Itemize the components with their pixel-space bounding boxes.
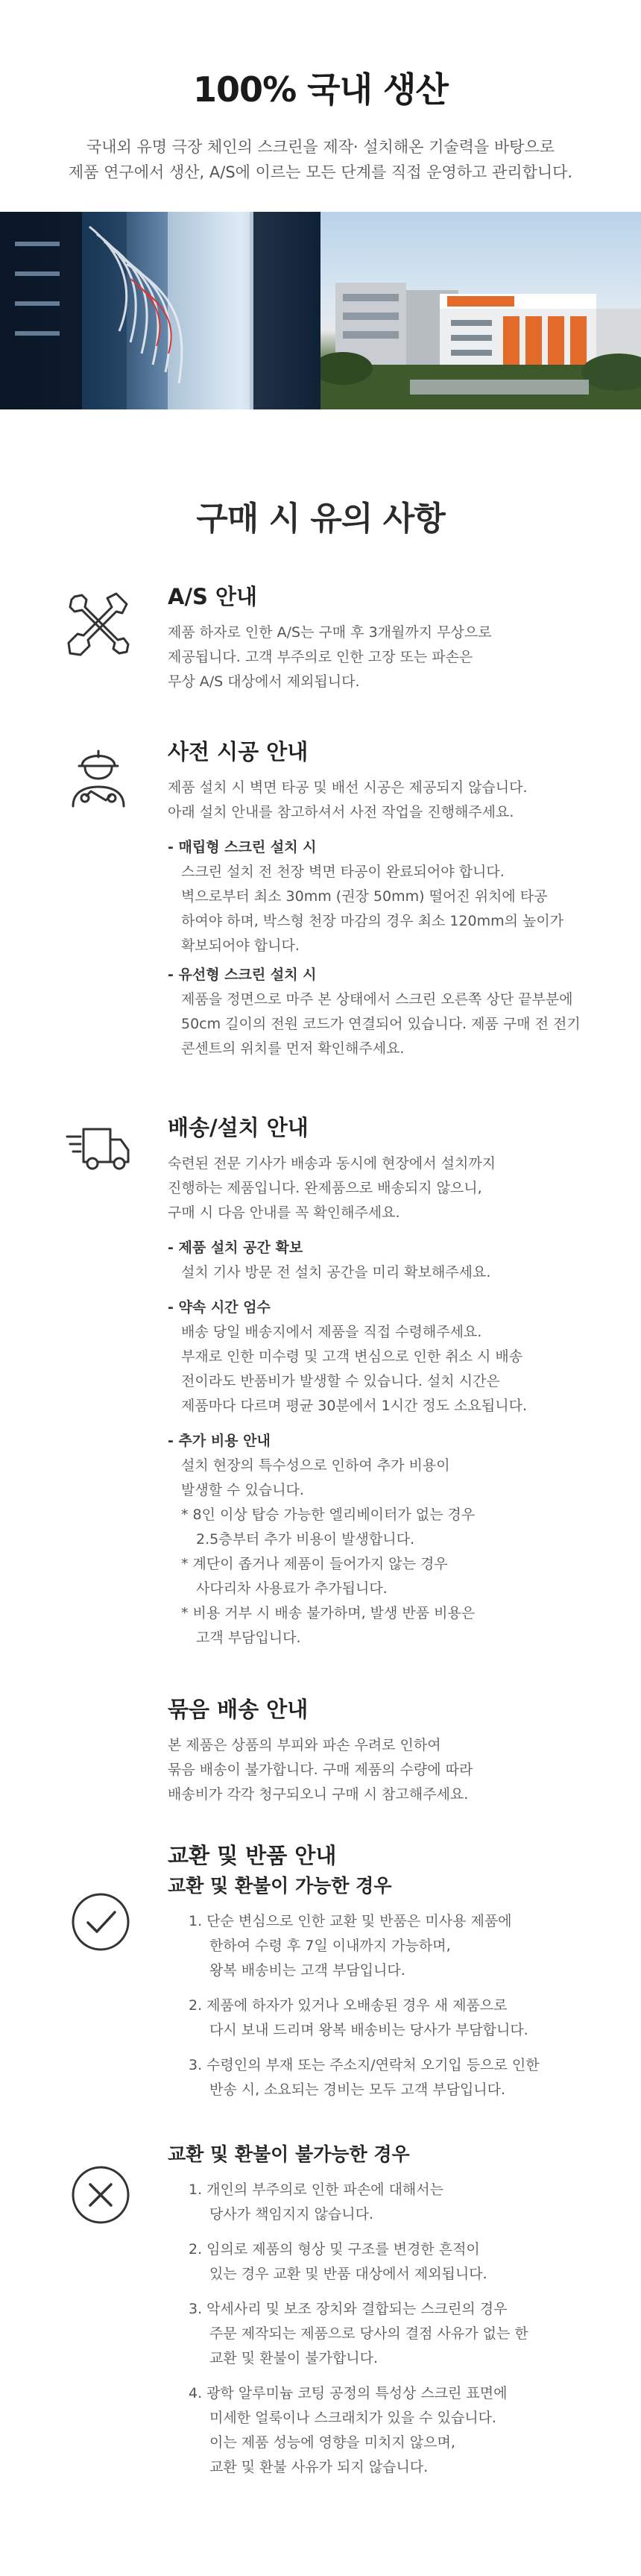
worker-icon xyxy=(64,741,133,809)
item-line: 왕복 배송비는 고객 부담입니다. xyxy=(209,1962,405,1979)
recessed-screen-line: 확보되어야 합니다. xyxy=(181,937,300,954)
item-line: 2. 임의로 제품의 형상 및 구조를 변경한 흔적이 xyxy=(189,2241,480,2258)
extra-cost-line: 설치 현장의 특수성으로 인하여 추가 비용이 xyxy=(181,1457,450,1474)
as-text-line: 제품 하자로 인한 A/S는 구매 후 3개월까지 무상으로 xyxy=(168,624,492,641)
cable-installation-photo xyxy=(0,212,320,409)
delivery-content xyxy=(168,1113,585,1650)
section-title: 구매 시 유의 사항 xyxy=(196,500,445,538)
bundle-title: 묶음 배송 안내 xyxy=(168,1697,309,1722)
appointment-heading: - 약속 시간 엄수 xyxy=(168,1299,271,1316)
extra-cost-heading: - 추가 비용 안내 xyxy=(168,1433,271,1449)
item-line: 3. 악세사리 및 보조 장치와 결합되는 스크린의 경우 xyxy=(189,2301,508,2317)
exchange-possible-item xyxy=(168,1994,585,2043)
space-line: 설치 기사 방문 전 설치 공간을 미리 확보해주세요. xyxy=(181,1264,491,1281)
appointment-line: 배송 당일 배송지에서 제품을 직접 수령해주세요. xyxy=(181,1324,482,1340)
extra-cost-bullet: * 8인 이상 탑승 가능한 엘리베이터가 없는 경우 xyxy=(181,1507,476,1523)
recessed-screen-heading: - 매립형 스크린 설치 시 xyxy=(168,839,317,855)
exchange-impossible-content xyxy=(168,2142,585,2480)
recessed-screen-line: 하여야 하며, 박스형 천장 마감의 경우 최소 120mm의 높이가 xyxy=(181,913,564,929)
extra-cost-bullet-cont: 2.5층부터 추가 비용이 발생합니다. xyxy=(196,1531,414,1548)
extra-cost-line: 발생할 수 있습니다. xyxy=(181,1482,304,1498)
exchange-possible-item xyxy=(168,1909,585,1983)
bundle-content xyxy=(168,1694,585,1807)
wired-screen-line: 제품을 정면으로 마주 본 상태에서 스크린 오른쪽 상단 끝부분에 xyxy=(181,991,573,1008)
exchange-possible-item xyxy=(168,2053,585,2102)
item-line: 3. 수령인의 부재 또는 주소지/연락처 오기입 등으로 인한 xyxy=(189,2057,540,2073)
recessed-screen-line: 스크린 설치 전 천장 벽면 타공이 완료되어야 합니다. xyxy=(181,864,505,880)
bundle-text-line: 본 제품은 상품의 부피와 파손 우려로 인하여 xyxy=(168,1737,441,1753)
pre-install-text-line: 제품 설치 시 벽면 타공 및 배선 시공은 제공되지 않습니다. xyxy=(168,779,528,796)
space-heading: - 제품 설치 공간 확보 xyxy=(168,1240,303,1256)
photo-strip xyxy=(0,212,641,409)
exchange-impossible-title: 교환 및 환불이 불가능한 경우 xyxy=(168,2143,410,2165)
exchange-impossible-item xyxy=(168,2237,585,2287)
tools-icon xyxy=(64,589,133,658)
wired-screen-line: 콘센트의 위치를 먼저 확인해주세요. xyxy=(181,1040,405,1057)
extra-cost-bullet-cont: 사다리차 사용료가 추가됩니다. xyxy=(196,1580,388,1597)
appointment-line: 제품마다 다르며 평균 30분에서 1시간 정도 소요됩니다. xyxy=(181,1398,527,1414)
item-line: 2. 제품에 하자가 있거나 오배송된 경우 새 제품으로 xyxy=(189,1997,508,2014)
as-text-line: 제공됩니다. 고객 부주의로 인한 고장 또는 파손은 xyxy=(168,649,473,665)
wired-screen-heading: - 유선형 스크린 설치 시 xyxy=(168,967,317,983)
bundle-text-line: 묶음 배송이 불가합니다. 구매 제품의 수량에 따라 xyxy=(168,1762,473,1778)
hero-section xyxy=(0,0,641,185)
item-line: 있는 경우 교환 및 반품 대상에서 제외됩니다. xyxy=(209,2266,487,2282)
delivery-truck-icon xyxy=(64,1113,133,1181)
item-line: 4. 광학 알루미늄 코팅 공정의 특성상 스크린 표면에 xyxy=(189,2385,508,2401)
item-line: 한하여 수령 후 7일 이내까지 가능하며, xyxy=(209,1938,451,1954)
item-line: 반송 시, 소요되는 경비는 모두 고객 부담입니다. xyxy=(209,2082,506,2098)
factory-building-photo xyxy=(320,212,641,409)
item-line: 1. 개인의 부주의로 인한 파손에 대해서는 xyxy=(189,2181,443,2198)
exchange-possible-title: 교환 및 환불이 가능한 경우 xyxy=(168,1875,392,1897)
delivery-text-line: 진행하는 제품입니다. 완제품으로 배송되지 않으니, xyxy=(168,1180,482,1196)
item-line: 1. 단순 변심으로 인한 교환 및 반품은 미사용 제품에 xyxy=(189,1913,512,1929)
as-title: A/S 안내 xyxy=(168,584,258,609)
exchange-impossible-item xyxy=(168,2178,585,2227)
hero-desc-line: 제품 연구에서 생산, A/S에 이르는 모든 단계를 직접 운영하고 관리합니다. xyxy=(68,163,573,181)
appointment-line: 부재로 인한 미수령 및 고객 변심으로 인한 취소 시 배송 xyxy=(181,1348,523,1365)
hero-title: 100% 국내 생산 xyxy=(193,69,448,110)
exchange-impossible-item xyxy=(168,2381,585,2480)
as-content xyxy=(168,582,585,694)
pre-install-title: 사전 시공 안내 xyxy=(168,739,309,764)
item-line: 주문 제작되는 제품으로 당사의 결점 사유가 없는 한 xyxy=(209,2325,528,2342)
exchange-possible-content xyxy=(168,1841,585,2102)
check-circle-icon xyxy=(70,1891,131,1953)
delivery-text-line: 숙련된 전문 기사가 배송과 동시에 현장에서 설치까지 xyxy=(168,1155,496,1172)
bundle-text-line: 배송비가 각각 청구되오니 구매 시 참고해주세요. xyxy=(168,1786,469,1803)
item-line: 교환 및 환불이 불가합니다. xyxy=(209,2350,379,2366)
hero-description xyxy=(0,134,641,185)
pre-install-content xyxy=(168,737,585,1061)
delivery-title: 배송/설치 안내 xyxy=(168,1115,309,1140)
item-line: 당사가 책임지지 않습니다. xyxy=(209,2206,374,2222)
x-circle-icon xyxy=(70,2164,131,2225)
item-line: 다시 보내 드리며 왕복 배송비는 당사가 부담합니다. xyxy=(209,2022,528,2038)
hero-desc-line: 국내외 유명 극장 체인의 스크린을 제작· 설치해온 기술력을 바탕으로 xyxy=(86,138,555,156)
pre-install-text-line: 아래 설치 안내를 참고하셔서 사전 작업을 진행해주세요. xyxy=(168,804,514,820)
extra-cost-bullet-cont: 고객 부담입니다. xyxy=(196,1630,301,1646)
as-text-line: 무상 A/S 대상에서 제외됩니다. xyxy=(168,673,360,690)
item-line: 이는 제품 성능에 영향을 미치지 않으며, xyxy=(209,2434,455,2451)
delivery-text-line: 구매 시 다음 안내를 꼭 확인해주세요. xyxy=(168,1204,400,1221)
extra-cost-bullet: * 계단이 좁거나 제품이 들어가지 않는 경우 xyxy=(181,1556,448,1572)
wired-screen-line: 50cm 길이의 전원 코드가 연결되어 있습니다. 제품 구매 전 전기 xyxy=(181,1016,581,1032)
item-line: 미세한 얼룩이나 스크래치가 있을 수 있습니다. xyxy=(209,2410,496,2426)
item-line: 교환 및 환불 사유가 되지 않습니다. xyxy=(209,2459,429,2475)
extra-cost-bullet: * 비용 거부 시 배송 불가하며, 발생 반품 비용은 xyxy=(181,1605,476,1621)
appointment-line: 전이라도 반품비가 발생할 수 있습니다. 설치 시간은 xyxy=(181,1373,500,1389)
exchange-impossible-item xyxy=(168,2297,585,2371)
exchange-title: 교환 및 반품 안내 xyxy=(168,1843,337,1868)
recessed-screen-line: 벽으로부터 최소 30mm (권장 50mm) 떨어진 위치에 타공 xyxy=(181,888,548,905)
